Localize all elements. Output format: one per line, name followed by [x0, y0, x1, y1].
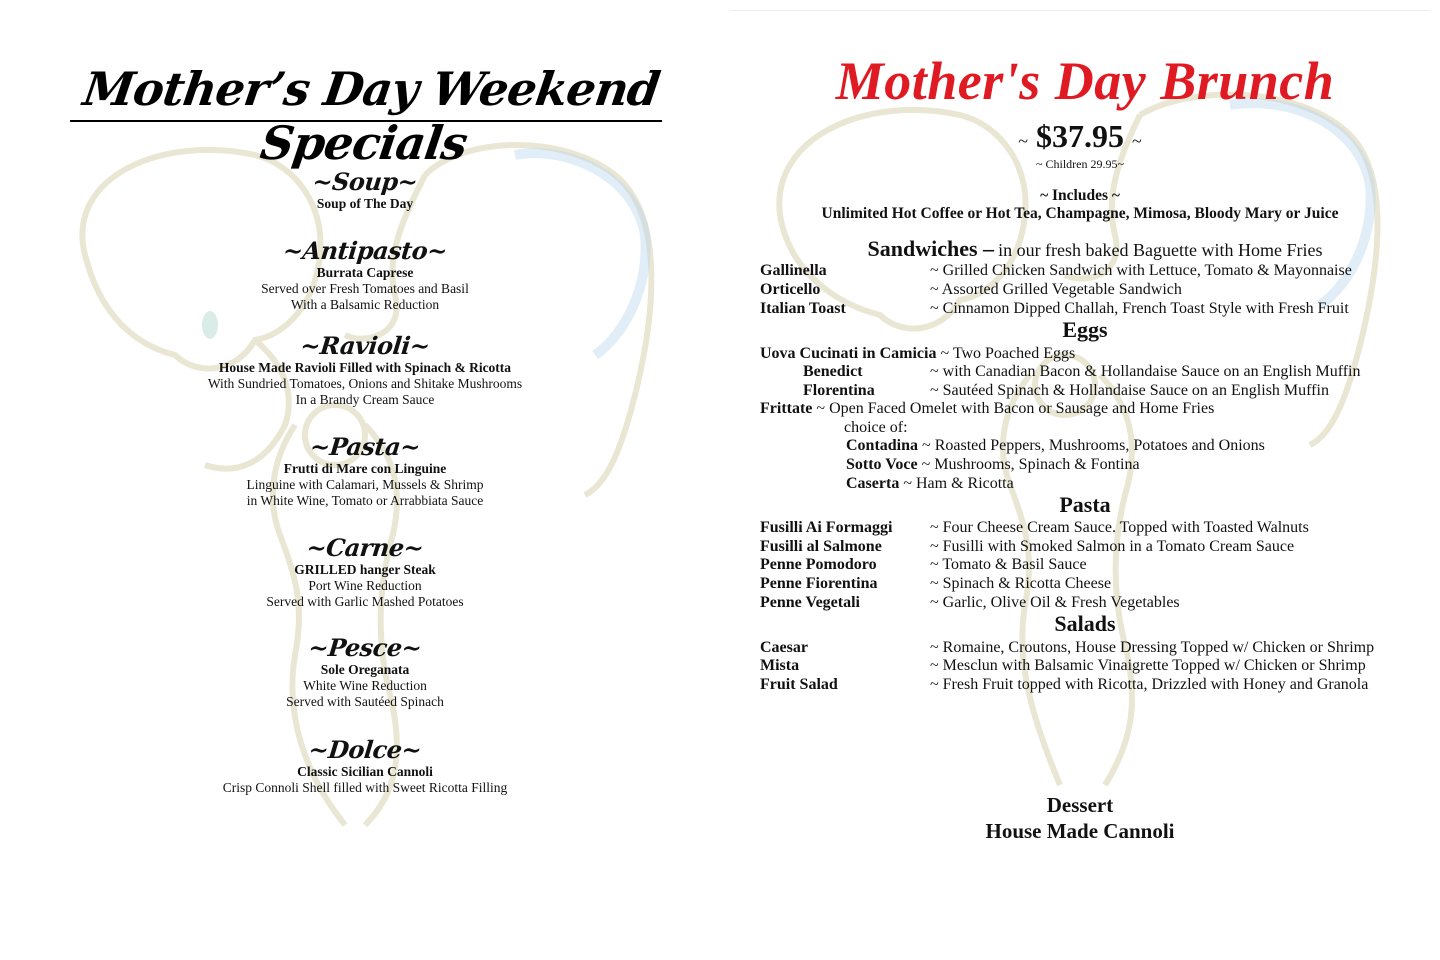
dish-description: With a Balsamic Reduction [290, 297, 440, 312]
section-heading: ~Carne~ [305, 533, 425, 562]
sandwiches-title: Sandwiches – [867, 236, 995, 261]
item-name: Sotto Voce [846, 456, 918, 473]
menu-item [760, 656, 1440, 675]
dish-description: in White Wine, Tomato or Arrabbiata Sauce [246, 493, 484, 508]
dessert-block [930, 792, 1230, 844]
item-name: Penne Vegetali [760, 594, 860, 611]
pasta-heading: Pasta [1059, 492, 1111, 517]
item-name: Penne Fiorentina [760, 575, 878, 592]
dessert-item: House Made Cannoli [985, 819, 1175, 843]
item-name: Gallinella [760, 262, 827, 279]
brunch-page [730, 0, 1440, 960]
section-dolce [160, 736, 570, 796]
dish-description: Port Wine Reduction [308, 578, 422, 593]
section-pasta [160, 433, 570, 509]
menu-item [760, 261, 1440, 280]
item-name: Uova Cucinati in Camicia [760, 345, 937, 362]
item-description: ~ Sautéed Spinach & Hollandaise Sauce on an English Muffin [930, 382, 1329, 399]
includes-heading: ~ Includes ~ [1040, 187, 1120, 204]
item-description: ~ Four Cheese Cream Sauce. Topped with Toasted Walnuts [930, 519, 1309, 536]
choice-label: choice of: [844, 419, 908, 436]
price-tilde: ~ [1132, 131, 1142, 151]
item-name: Contadina [846, 437, 919, 454]
section-heading: ~Pasta~ [308, 432, 422, 461]
item-name: Fusilli Ai Formaggi [760, 519, 893, 536]
dish-description: Served over Fresh Tomatoes and Basil [261, 281, 469, 296]
item-description: ~ Garlic, Olive Oil & Fresh Vegetables [930, 594, 1180, 611]
section-ravioli [160, 332, 570, 408]
dish-name: Soup of The Day [316, 196, 414, 211]
dish-name: Burrata Caprese [316, 265, 414, 280]
dish-name: GRILLED hanger Steak [294, 562, 436, 577]
section-heading: ~Antipasto~ [281, 236, 449, 265]
item-description: ~ Spinach & Ricotta Cheese [930, 575, 1112, 592]
menu-item [760, 280, 1440, 299]
menu-item [760, 593, 1440, 612]
menu-item [846, 436, 1265, 455]
item-description: ~ Fusilli with Smoked Salmon in a Tomato Cream Sauce [930, 538, 1295, 555]
children-price: ~ Children 29.95~ [1036, 157, 1124, 171]
dish-description: With Sundried Tomatoes, Onions and Shitake Mushrooms [207, 376, 523, 391]
brunch-price [980, 118, 1180, 155]
menu-item [760, 362, 1440, 381]
dish-name: Frutti di Mare con Linguine [283, 461, 447, 476]
dish-description: Linguine with Calamari, Mussels & Shrimp [246, 477, 484, 492]
section-heading: ~Pesce~ [307, 633, 423, 662]
dish-name: Classic Sicilian Cannoli [297, 764, 433, 779]
item-description: ~ Mesclun with Balsamic Vinaigrette Topped w/ Chicken or Shrimp [930, 657, 1366, 674]
item-name: Penne Pomodoro [760, 556, 877, 573]
item-name: Benedict [803, 363, 863, 380]
dish-description: Served with Sautéed Spinach [286, 694, 444, 709]
item-name: Italian Toast [760, 300, 846, 317]
dessert-heading: Dessert [1046, 793, 1114, 817]
title-underline [70, 120, 662, 122]
menu-item [760, 399, 1214, 418]
menu-item [846, 455, 1140, 474]
item-name: Caesar [760, 639, 808, 656]
section-soup [160, 168, 570, 212]
menu-item [760, 574, 1440, 593]
menu-item [760, 638, 1440, 657]
section-heading: ~Ravioli~ [298, 331, 432, 360]
price-value: $37.95 [1036, 118, 1124, 154]
item-description: ~ Romaine, Croutons, House Dressing Topped w/ Chicken or Shrimp [930, 639, 1375, 656]
dish-description: Crisp Connoli Shell filled with Sweet Ricotta Filling [222, 780, 508, 795]
menu-item [760, 675, 1440, 694]
item-description: ~ Two Poached Eggs [936, 345, 1076, 362]
sandwiches-heading [770, 236, 1420, 262]
dish-name: Sole Oreganata [320, 662, 410, 677]
eggs-heading: Eggs [1062, 317, 1108, 342]
section-pesce [160, 634, 570, 710]
section-heading: ~Soup~ [311, 167, 419, 196]
salads-heading: Salads [1054, 611, 1116, 636]
section-antipasto [160, 237, 570, 313]
sandwiches-subtitle: in our fresh baked Baguette with Home Fries [998, 240, 1323, 260]
menu-item [760, 344, 1075, 363]
item-name: Fruit Salad [760, 676, 838, 693]
brunch-title: Mother's Day Brunch [835, 51, 1335, 111]
item-description: ~ Mushrooms, Spinach & Fontina [917, 456, 1140, 473]
item-description: ~ Roasted Peppers, Mushrooms, Potatoes and Onions [918, 437, 1265, 454]
dish-description: Served with Garlic Mashed Potatoes [266, 594, 464, 609]
includes-text: Unlimited Hot Coffee or Hot Tea, Champagne, Mimosa, Bloody Mary or Juice [821, 205, 1339, 222]
item-name: Frittate [760, 400, 813, 417]
menu-item [760, 537, 1440, 556]
dish-description: In a Brandy Cream Sauce [295, 392, 435, 407]
menu-item [760, 381, 1440, 400]
item-description: ~ Ham & Ricotta [899, 475, 1014, 492]
item-name: Florentina [803, 382, 875, 399]
item-description: ~ Grilled Chicken Sandwich with Lettuce, Tomato & Mayonnaise [930, 262, 1352, 279]
item-description: ~ Assorted Grilled Vegetable Sandwich [930, 281, 1182, 298]
price-tilde: ~ [1018, 131, 1028, 151]
section-carne [160, 534, 570, 610]
item-description: ~ with Canadian Bacon & Hollandaise Sauce on an English Muffin [930, 363, 1361, 380]
item-name: Orticello [760, 281, 821, 298]
weekend-specials-title: Mother’s Day Weekend Specials [79, 62, 663, 170]
item-name: Mista [760, 657, 800, 674]
item-name: Caserta [846, 475, 900, 492]
section-heading: ~Dolce~ [307, 735, 423, 764]
menu-item [846, 474, 1014, 493]
menu-item [760, 555, 1440, 574]
item-description: ~ Open Faced Omelet with Bacon or Sausage and Home Fries [812, 400, 1215, 417]
includes-block [770, 187, 1390, 223]
menu-item [760, 518, 1440, 537]
dish-description: White Wine Reduction [303, 678, 427, 693]
item-name: Fusilli al Salmone [760, 538, 882, 555]
menu-item [760, 299, 1440, 318]
item-description: ~ Fresh Fruit topped with Ricotta, Drizzled with Honey and Granola [930, 676, 1369, 693]
dish-name: House Made Ravioli Filled with Spinach & Ricotta [218, 360, 512, 375]
item-description: ~ Cinnamon Dipped Challah, French Toast Style with Fresh Fruit [930, 300, 1349, 317]
item-description: ~ Tomato & Basil Sauce [930, 556, 1087, 573]
